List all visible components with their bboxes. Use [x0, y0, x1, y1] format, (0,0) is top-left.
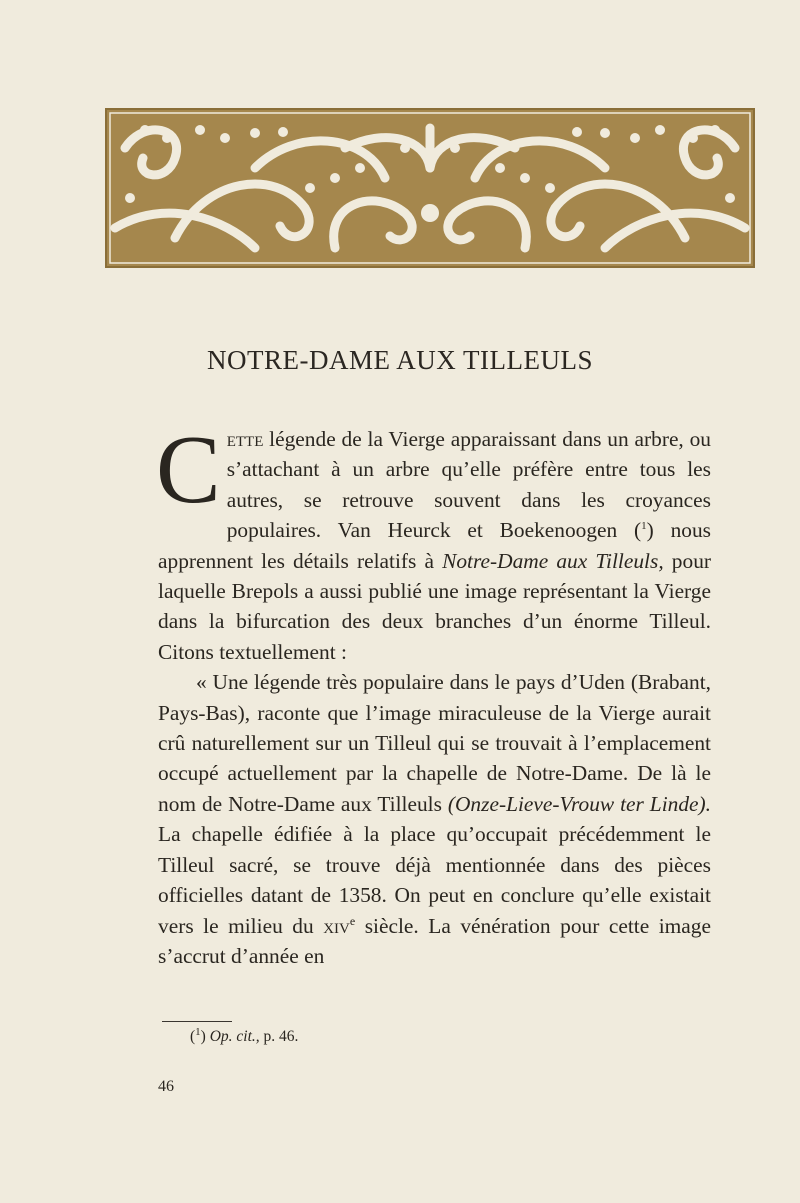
page-number: 46	[158, 1078, 174, 1095]
paragraph-2-text-c: siècle. La vénération pour cette image s’accrut d’année en	[158, 913, 711, 968]
drop-cap: C	[156, 416, 221, 523]
footnote-reference: 1	[641, 520, 647, 533]
paragraph-1	[156, 416, 712, 667]
footnote-italic: Op. cit.,	[209, 1028, 260, 1045]
paragraph-2	[158, 667, 711, 971]
paragraph-1-text-c: pour laquelle Brepols a aussi publié une image représentant la Vierge dans la bifurcation des deux branches d’un énorme Tilleul. Citons textuellement :	[158, 548, 712, 664]
paragraph-2-text-a: « Une légende très populaire dans le pays d’Uden (Brabant, Pays-Bas), raconte que l’image miraculeuse de la Vierge aurait crû naturellement sur un Tilleul qui se trouvait à l’emplacement occupé actuellement par la chapelle de Notre-Dame. De là le nom de Notre-Dame aux Tilleuls	[158, 670, 711, 816]
century-superscript: e	[349, 913, 356, 928]
paragraph-1-text-b: ) nous apprennent les détails relatifs à	[158, 518, 711, 573]
footnote-mark: 1	[195, 1025, 201, 1038]
paragraph-1-italic: Notre-Dame aux Tilleuls,	[442, 548, 664, 573]
footnote-text: p. 46.	[259, 1028, 299, 1045]
paragraph-2-italic: (Onze-Lieve-Vrouw ter Linde).	[447, 791, 711, 816]
footnote: ($^1$) Op. cit., p. 46.	[190, 1025, 299, 1045]
body-text	[156, 416, 712, 971]
paragraph-2-text-b: La chapelle édifiée à la place qu’occupait précédemment le Tilleul sacré, se trouve déjà mentionnée dans des pièces officielles datant de 1358. On peut en conclure qu’elle existait vers le milieu du	[158, 822, 711, 938]
decorative-headpiece	[105, 108, 755, 268]
smallcaps-word: ette	[226, 427, 264, 451]
century-numeral: xiv	[323, 913, 350, 938]
chapter-title: NOTRE-DAME AUX TILLEULS	[207, 345, 593, 375]
footnote-rule	[162, 1021, 232, 1022]
paragraph-1-text-a: légende de la Vierge apparaissant dans un arbre, ou s’attachant à un arbre qu’elle préfère entre tous les autres, se retrouve souvent dans les croyances populaires. Van Heurck et Boekenoogen (	[226, 427, 711, 543]
